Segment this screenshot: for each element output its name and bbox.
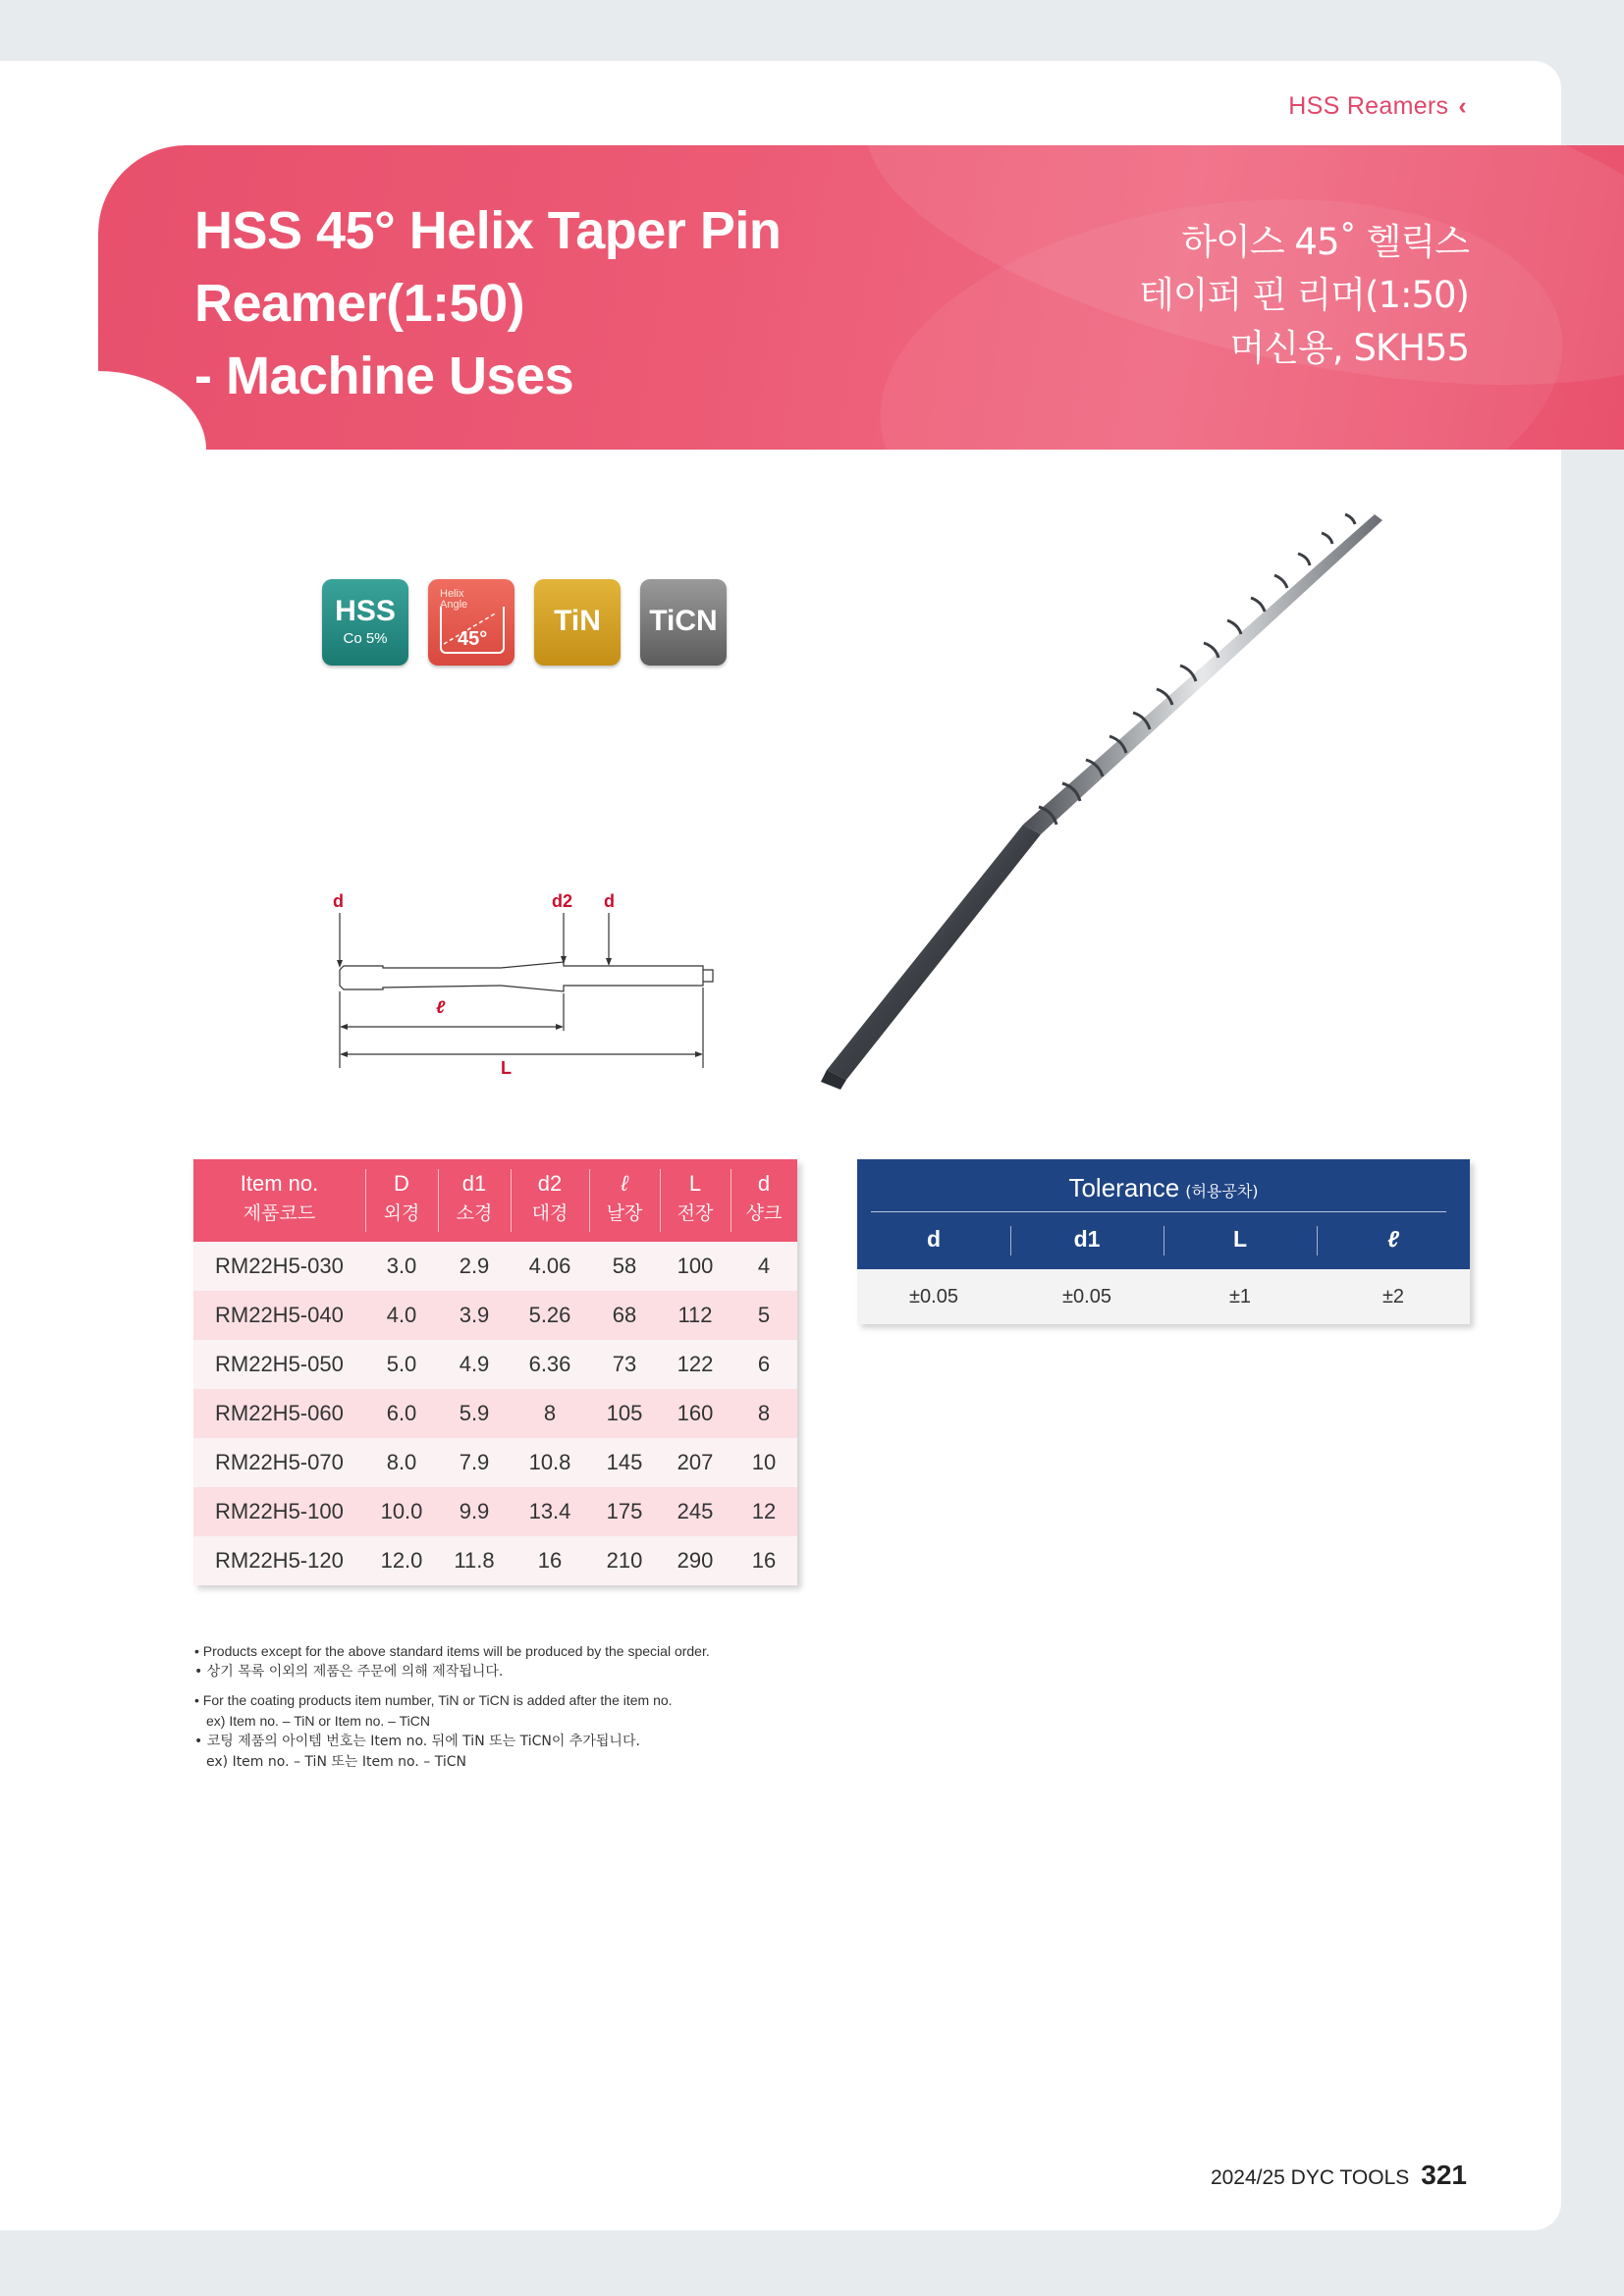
table-cell: 3.9 — [438, 1291, 511, 1340]
spec-header-en: d — [757, 1171, 771, 1196]
spec-header-ko: 전장 — [677, 1202, 714, 1224]
spec-header-ko: 샹크 — [745, 1202, 783, 1224]
table-cell: 10 — [731, 1438, 797, 1487]
table-cell: 10.0 — [365, 1487, 438, 1536]
spec-header-5 — [660, 1159, 731, 1242]
helix-angle-badge-icon — [428, 579, 514, 666]
spec-header-ko: 외경 — [383, 1202, 420, 1224]
ticn-badge-label: TiCN — [649, 605, 718, 637]
spec-header-en: Item no. — [240, 1171, 319, 1196]
note-coating-example: ex) Item no. – TiN or Item no. – TiCN — [206, 1713, 430, 1729]
helix-label: Helix — [440, 588, 464, 600]
table-cell: 4 — [731, 1242, 797, 1291]
ticn-badge-icon — [640, 579, 727, 666]
tolerance-value: ±0.05 — [909, 1285, 958, 1308]
table-cell: 160 — [660, 1389, 731, 1438]
page-number: 321 — [1421, 2160, 1467, 2190]
banner-corner — [98, 371, 206, 450]
note-special-order-ko: • 상기 목록 이외의 제품은 주문에 의해 제작됩니다. — [194, 1664, 504, 1680]
tolerance-value: ±1 — [1228, 1285, 1252, 1308]
table-cell: 10.8 — [511, 1438, 589, 1487]
chevron-left-icon: ‹ — [1458, 92, 1467, 120]
table-cell: 5.26 — [511, 1291, 589, 1340]
tolerance-title — [857, 1173, 1470, 1203]
table-cell: 245 — [660, 1487, 731, 1536]
catalog-label: 2024/25 DYC TOOLS — [1210, 2166, 1410, 2189]
tolerance-panel — [857, 1159, 1470, 1324]
table-cell: 122 — [660, 1340, 731, 1389]
table-row — [193, 1291, 797, 1340]
table-cell: 11.8 — [438, 1536, 511, 1585]
spec-header-en: d2 — [537, 1171, 563, 1196]
table-cell: 12.0 — [365, 1536, 438, 1585]
table-cell: 13.4 — [511, 1487, 589, 1536]
item-number-cell: RM22H5-060 — [193, 1389, 365, 1438]
tolerance-col-header: ℓ — [1317, 1226, 1470, 1253]
spec-header-ko: 날장 — [606, 1202, 643, 1224]
dim-overall-length-label: L — [501, 1058, 512, 1078]
tolerance-col-header: d — [926, 1226, 942, 1252]
table-cell: 105 — [589, 1389, 660, 1438]
table-cell: 73 — [589, 1340, 660, 1389]
dim-d-right-label: d — [604, 891, 615, 911]
spec-header-en: L — [688, 1171, 702, 1196]
table-cell: 207 — [660, 1438, 731, 1487]
spec-header-4 — [589, 1159, 660, 1242]
item-number-cell: RM22H5-120 — [193, 1536, 365, 1585]
product-title-en: HSS 45° Helix Taper Pin Reamer(1:50) - Machine Uses — [194, 201, 782, 405]
tolerance-title-en: Tolerance — [1068, 1173, 1180, 1202]
spec-header-6 — [731, 1159, 797, 1242]
product-title-ko: 하이스 45˚ 헬릭스 테이퍼 핀 리머(1:50) 머신용, SKH55 — [1139, 221, 1469, 369]
table-cell: 16 — [511, 1536, 589, 1585]
table-cell: 4.9 — [438, 1340, 511, 1389]
table-cell: 9.9 — [438, 1487, 511, 1536]
table-cell: 5 — [731, 1291, 797, 1340]
dimension-diagram — [314, 883, 727, 1090]
note-coating-example-ko: ex) Item no. – TiN 또는 Item no. – TiCN — [206, 1754, 466, 1770]
spec-header-ko: 제품코드 — [243, 1202, 316, 1224]
spec-header-1 — [365, 1159, 438, 1242]
spec-header-en: ℓ — [621, 1171, 628, 1196]
table-row — [193, 1389, 797, 1438]
dim-d2-label: d2 — [552, 891, 573, 911]
table-row — [193, 1536, 797, 1585]
spec-header-0 — [193, 1159, 365, 1242]
table-cell: 6.0 — [365, 1389, 438, 1438]
table-cell: 112 — [660, 1291, 731, 1340]
item-number-cell: RM22H5-050 — [193, 1340, 365, 1389]
tolerance-value: ±0.05 — [1062, 1285, 1111, 1308]
item-number-cell: RM22H5-030 — [193, 1242, 365, 1291]
tin-badge-icon — [534, 579, 621, 666]
table-cell: 145 — [589, 1438, 660, 1487]
table-row — [193, 1487, 797, 1536]
table-cell: 8 — [511, 1389, 589, 1438]
item-number-cell: RM22H5-070 — [193, 1438, 365, 1487]
table-cell: 5.9 — [438, 1389, 511, 1438]
table-cell: 210 — [589, 1536, 660, 1585]
table-cell: 58 — [589, 1242, 660, 1291]
table-cell: 2.9 — [438, 1242, 511, 1291]
hss-badge-label: HSS — [335, 595, 396, 627]
item-number-cell: RM22H5-040 — [193, 1291, 365, 1340]
table-cell: 4.0 — [365, 1291, 438, 1340]
table-row — [193, 1340, 797, 1389]
dim-flute-length-label: ℓ — [436, 997, 446, 1017]
tolerance-value: ±2 — [1381, 1285, 1405, 1308]
spec-header-ko: 대경 — [531, 1202, 568, 1224]
table-cell: 8 — [731, 1389, 797, 1438]
helix-angle-value: 45° — [458, 628, 488, 650]
hss-badge-icon — [322, 579, 408, 666]
tolerance-col-header: L — [1164, 1226, 1317, 1253]
title-banner — [98, 145, 1624, 450]
page-footer — [1211, 2160, 1467, 2191]
table-cell: 6 — [731, 1340, 797, 1389]
table-cell: 100 — [660, 1242, 731, 1291]
spec-header-3 — [511, 1159, 589, 1242]
table-cell: 3.0 — [365, 1242, 438, 1291]
dim-d-left-label: d — [333, 891, 344, 911]
table-cell: 12 — [731, 1487, 797, 1536]
table-row — [193, 1438, 797, 1487]
note-special-order: • Products except for the above standard items will be produced by the special order. — [194, 1643, 710, 1659]
spec-header-ko: 소경 — [456, 1202, 493, 1224]
section-tag-label: HSS Reamers — [1288, 92, 1449, 120]
feature-badges — [322, 579, 727, 666]
spec-table-panel — [193, 1159, 797, 1585]
table-cell: 175 — [589, 1487, 660, 1536]
table-cell: 5.0 — [365, 1340, 438, 1389]
section-tag — [1288, 92, 1467, 121]
item-number-cell: RM22H5-100 — [193, 1487, 365, 1536]
table-cell: 68 — [589, 1291, 660, 1340]
spec-header-en: d1 — [461, 1171, 487, 1196]
table-row — [193, 1242, 797, 1291]
reamer-product-image — [815, 501, 1404, 1109]
spec-header-en: D — [394, 1171, 409, 1196]
table-cell: 8.0 — [365, 1438, 438, 1487]
spec-header-2 — [438, 1159, 511, 1242]
hss-badge-sub: Co 5% — [343, 630, 388, 647]
note-coating-ko: • 코팅 제품의 아이템 번호는 Item no. 뒤에 TiN 또는 TiCN이 추가됩니다. — [194, 1734, 640, 1749]
notes — [194, 1641, 710, 1773]
table-cell: 6.36 — [511, 1340, 589, 1389]
tolerance-title-ko: (허용공차) — [1185, 1182, 1259, 1201]
tolerance-col-header: d1 — [1010, 1226, 1164, 1253]
tin-badge-label: TiN — [554, 605, 601, 637]
table-cell: 7.9 — [438, 1438, 511, 1487]
angle-label: Angle — [440, 599, 468, 611]
spec-table — [193, 1159, 797, 1585]
table-cell: 290 — [660, 1536, 731, 1585]
table-cell: 4.06 — [511, 1242, 589, 1291]
table-cell: 16 — [731, 1536, 797, 1585]
note-coating: • For the coating products item number, TiN or TiCN is added after the item no. — [194, 1692, 673, 1708]
